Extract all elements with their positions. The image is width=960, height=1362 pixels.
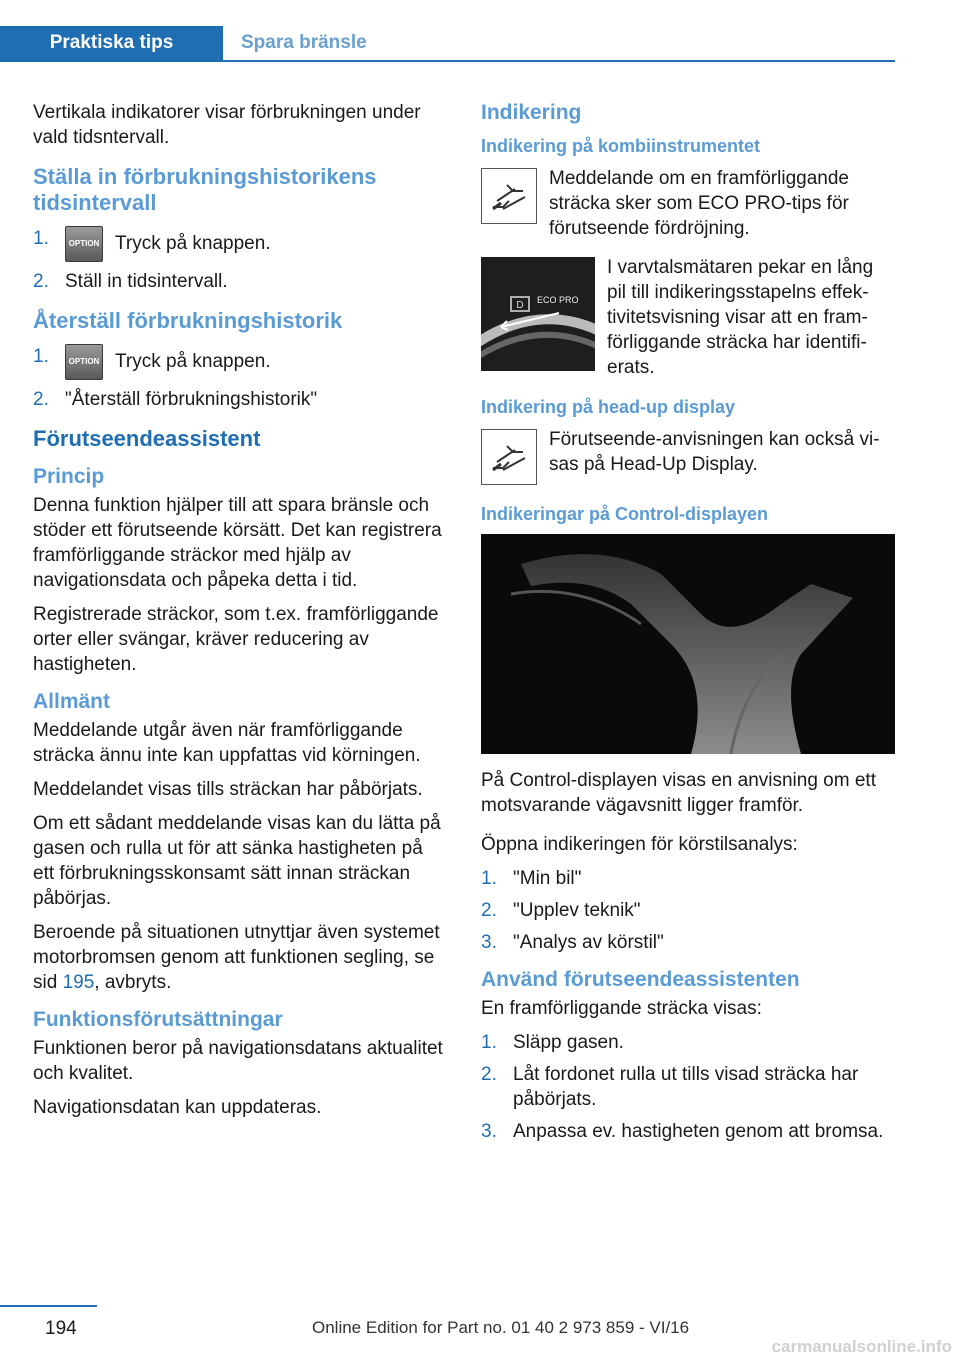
heading-control-display: Indikeringar på Control-displayen bbox=[481, 504, 769, 524]
list-item bbox=[33, 387, 448, 412]
general-text-a: Beroende på situationen utnyttjar även systemet motorbromsen genom att funktionen segling, se sid bbox=[33, 922, 440, 993]
principle-paragraph-1: Denna funktion hjälper till att spara bränsle och stöder ett förutseende körsätt. Det kan registrera framförliggande sträckor med hjälp av navigationsdata och påpeka detta i tid. bbox=[33, 495, 442, 591]
heading-reset-history: Återställ förbrukningshistorik bbox=[33, 308, 343, 333]
step-number: 3. bbox=[481, 1121, 497, 1142]
step-number: 1. bbox=[33, 346, 49, 367]
step-number: 1. bbox=[481, 868, 497, 889]
step-number: 2. bbox=[481, 1064, 497, 1085]
left-column bbox=[33, 100, 448, 1129]
list-item bbox=[481, 1030, 895, 1055]
gauge-eco-label: ECO PRO bbox=[537, 295, 579, 305]
set-interval-steps bbox=[33, 226, 448, 294]
step-number: 2. bbox=[481, 900, 497, 921]
page-number-divider bbox=[0, 1305, 97, 1307]
step-text: Släpp gasen. bbox=[513, 1032, 624, 1053]
edition-footer: Online Edition for Part no. 01 40 2 973 859 - VI/16 bbox=[312, 1318, 690, 1337]
page-number: 194 bbox=[45, 1318, 77, 1339]
watermark: carmanualsonline.info bbox=[771, 1337, 952, 1356]
cluster-text-1: Meddelande om en framförliggande sträcka sker som ECO PRO-tips för förutseende fördröjning. bbox=[549, 168, 849, 239]
step-number: 3. bbox=[481, 932, 497, 953]
requirements-paragraph-1: Funktionen beror på navigationsdatans aktualitet och kvalitet. bbox=[33, 1038, 443, 1084]
general-paragraph-1: Meddelande utgår även när framförliggande sträcka ännu inte kan uppfattas vid körningen. bbox=[33, 720, 421, 766]
predictive-road-icon bbox=[481, 168, 537, 224]
tachometer-image bbox=[481, 257, 595, 371]
hud-text: Förutseende-anvisningen kan också visas på Head-Up Display. bbox=[549, 429, 880, 475]
heading-hud: Indikering på head-up display bbox=[481, 397, 736, 417]
header-divider bbox=[0, 60, 895, 62]
cluster-row-1 bbox=[481, 166, 895, 241]
tab-spara-bransle[interactable]: Spara bränsle bbox=[241, 32, 367, 53]
list-item bbox=[481, 930, 895, 955]
heading-indication: Indikering bbox=[481, 101, 582, 124]
control-display-road-image bbox=[481, 534, 895, 754]
heading-principle: Princip bbox=[33, 465, 105, 488]
heading-set-interval: Ställa in förbrukningshistorikens tidsintervall bbox=[33, 164, 377, 215]
list-item bbox=[33, 269, 448, 294]
option-button-icon: OPTION bbox=[65, 226, 103, 262]
list-item bbox=[481, 1119, 895, 1144]
right-column bbox=[481, 100, 895, 1151]
hud-row bbox=[481, 427, 895, 485]
step-text: Tryck på knappen. bbox=[115, 233, 271, 255]
control-paragraph-1: På Control-displayen visas en anvisning om ett motsvarande vägavsnitt ligger framför. bbox=[481, 770, 876, 816]
general-paragraph-4 bbox=[33, 920, 448, 995]
heading-assistant: Förutseendeassistent bbox=[33, 426, 261, 451]
requirements-paragraph-2: Navigationsdatan kan uppdateras. bbox=[33, 1097, 322, 1118]
step-number: 1. bbox=[33, 228, 49, 249]
predictive-road-icon bbox=[481, 429, 537, 485]
heading-cluster: Indikering på kombiinstrumentet bbox=[481, 136, 761, 156]
tab-praktiska-tips[interactable]: Praktiska tips bbox=[0, 26, 223, 60]
step-number: 2. bbox=[33, 389, 49, 410]
reset-steps bbox=[33, 344, 448, 412]
list-item bbox=[481, 866, 895, 891]
principle-paragraph-2: Registrerade sträckor, som t.ex. framförliggande orter eller svängar, kräver reducering av hastigheten. bbox=[33, 604, 439, 675]
general-text-b: , avbryts. bbox=[94, 972, 172, 993]
step-text: "Min bil" bbox=[513, 868, 582, 889]
gauge-d-label: D bbox=[516, 300, 524, 311]
use-steps bbox=[481, 1030, 895, 1144]
use-paragraph: En framförliggande sträcka visas: bbox=[481, 998, 762, 1019]
step-number: 1. bbox=[481, 1032, 497, 1053]
heading-general: Allmänt bbox=[33, 690, 111, 713]
heading-requirements: Funktionsförutsättningar bbox=[33, 1008, 283, 1031]
control-paragraph-2: Öppna indikeringen för körstilsanalys: bbox=[481, 834, 798, 855]
cluster-text-2: I varvtalsmätaren pekar en lång pil till indikeringsstapelns effektivitetsvisning visar att en framförliggande sträcka har identifierats. bbox=[607, 257, 874, 378]
step-text: "Analys av körstil" bbox=[513, 932, 664, 953]
general-paragraph-2: Meddelandet visas tills sträckan har påbörjats. bbox=[33, 779, 423, 800]
step-text: "Återställ förbrukningshistorik" bbox=[65, 389, 318, 410]
intro-paragraph: Vertikala indikatorer visar förbrukningen under vald tidsntervall. bbox=[33, 102, 421, 148]
step-text: "Upplev teknik" bbox=[513, 900, 641, 921]
step-number: 2. bbox=[33, 271, 49, 292]
cluster-row-2 bbox=[481, 255, 895, 380]
step-text: Tryck på knappen. bbox=[115, 351, 271, 373]
heading-use-assistant: Använd förutseendeassistenten bbox=[481, 968, 800, 991]
page-header bbox=[0, 0, 895, 62]
list-item bbox=[33, 226, 448, 262]
step-text: Anpassa ev. hastigheten genom att bromsa. bbox=[513, 1121, 884, 1142]
list-item bbox=[481, 1062, 895, 1112]
list-item bbox=[33, 344, 448, 380]
general-paragraph-3: Om ett sådant meddelande visas kan du lätta på gasen och rulla ut för att sänka hastigheten på ett förbrukningsskonsamt sätt innan sträckan påbörjas. bbox=[33, 813, 441, 909]
list-item bbox=[481, 898, 895, 923]
page-link-195[interactable]: 195 bbox=[62, 972, 95, 993]
step-text: Ställ in tidsintervall. bbox=[65, 271, 228, 292]
step-text: Låt fordonet rulla ut tills visad sträcka har påbörjats. bbox=[513, 1064, 859, 1110]
control-steps bbox=[481, 866, 895, 955]
option-button-icon: OPTION bbox=[65, 344, 103, 380]
